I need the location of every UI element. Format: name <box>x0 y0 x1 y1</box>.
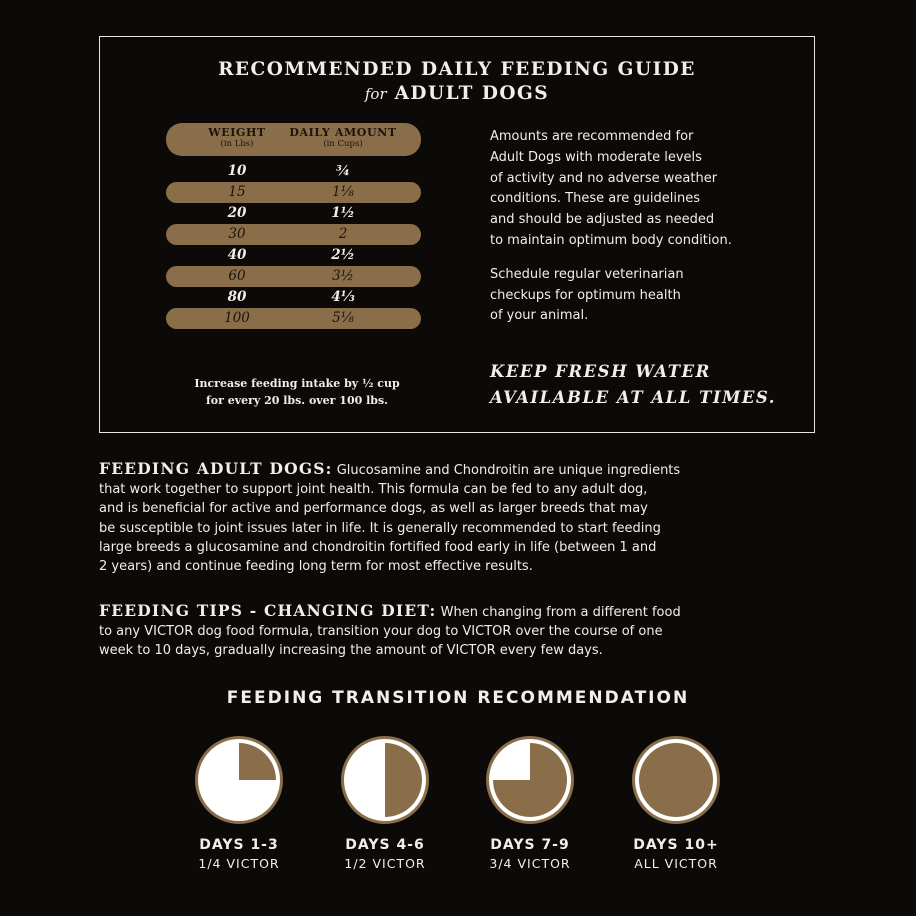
amount-cell: 2½ <box>331 247 355 263</box>
stage-label: ALL VICTOR <box>634 856 718 871</box>
stage-label: 1/2 VICTOR <box>344 856 426 871</box>
table-note: Increase feeding intake by ½ cup for every 20 lbs. over 100 lbs. <box>194 377 400 407</box>
amount-cell: 3½ <box>332 268 354 284</box>
feeding-tips-heading: FEEDING TIPS - CHANGING DIET: <box>99 601 437 620</box>
stage-days: DAYS 1-3 <box>199 837 279 853</box>
transition-pie-icon <box>629 733 723 827</box>
feeding-guide-box <box>99 36 815 433</box>
amount-cell: 2 <box>338 226 348 242</box>
table-row <box>166 161 421 182</box>
pie-slice <box>239 743 276 780</box>
transition-stage <box>169 733 309 871</box>
transition-stage <box>460 733 600 871</box>
amount-cell: 1½ <box>331 205 355 221</box>
table-row <box>166 224 421 245</box>
transition-pie-icon <box>338 733 432 827</box>
table-row <box>166 203 421 224</box>
water-reminder: KEEP FRESH WATER AVAILABLE AT ALL TIMES. <box>490 362 776 407</box>
weight-cell: 100 <box>224 310 250 326</box>
weight-cell: 40 <box>227 247 247 263</box>
feeding-adult-dogs-paragraph: FEEDING ADULT DOGS: Glucosamine and Chondroitin are unique ingredients that work together to support joint health. This formula can be fed to any adult dog, and is beneficial for active and performance dogs, as well as larger breeds that may be susceptible to joint issues later in life. It is generally recommended to start feeding large breeds a glucosamine and chondroitin fortified food early in life (between 1 and 2 years) and continue feeding long term for most effective results. <box>99 459 681 575</box>
guide-subtitle-for: for <box>364 85 387 103</box>
transition-title: FEEDING TRANSITION RECOMMENDATION <box>226 688 690 708</box>
amount-cell: 4⅓ <box>331 289 355 305</box>
guide-title: RECOMMENDED DAILY FEEDING GUIDE <box>218 59 696 80</box>
feeding-tips-paragraph: FEEDING TIPS - CHANGING DIET: When changing from a different food to any VICTOR dog food formula, transition your dog to VICTOR over the course of one week to 10 days, gradually increasing the amount of VICTOR every few days. <box>99 601 681 659</box>
table-row <box>166 287 421 308</box>
weight-cell: 20 <box>227 205 247 221</box>
vet-note: Schedule regular veterinarian checkups for optimum health of your animal. <box>490 266 684 324</box>
weight-cell: 60 <box>228 268 246 284</box>
weight-cell: 10 <box>227 163 247 179</box>
transition-pie-icon <box>483 733 577 827</box>
transition-stage <box>606 733 746 871</box>
feeding-table <box>166 123 421 329</box>
stage-days: DAYS 7-9 <box>490 837 570 853</box>
weight-cell: 80 <box>227 289 247 305</box>
weight-cell: 15 <box>228 184 246 200</box>
feeding-adult-heading: FEEDING ADULT DOGS: <box>99 459 333 478</box>
stage-days: DAYS 4-6 <box>345 837 425 853</box>
stage-label: 3/4 VICTOR <box>489 856 571 871</box>
stage-label: 1/4 VICTOR <box>198 856 280 871</box>
guide-subtitle-main: ADULT DOGS <box>394 83 550 104</box>
feeding-table-header <box>166 123 421 156</box>
guide-subtitle <box>100 83 814 104</box>
transition-stage <box>315 733 455 871</box>
stage-days: DAYS 10+ <box>633 837 719 853</box>
header-daily-amount: DAILY AMOUNT (in Cups) <box>289 126 397 149</box>
amount-cell: 5⅛ <box>332 310 354 326</box>
table-row <box>166 266 421 287</box>
table-row <box>166 245 421 266</box>
weight-cell: 30 <box>228 226 246 242</box>
transition-pie-icon <box>192 733 286 827</box>
guide-notes <box>490 127 790 340</box>
activity-note: Amounts are recommended for Adult Dogs with moderate levels of activity and no adverse weather conditions. These are guidelines and should be adjusted as needed to maintain optimum body condition. <box>490 129 732 248</box>
header-weight: WEIGHT (in Lbs) <box>208 126 266 149</box>
table-row <box>166 308 421 329</box>
table-row <box>166 182 421 203</box>
amount-cell: 1⅛ <box>332 184 354 200</box>
amount-cell: ¾ <box>335 163 351 179</box>
pie-slice <box>639 743 713 817</box>
